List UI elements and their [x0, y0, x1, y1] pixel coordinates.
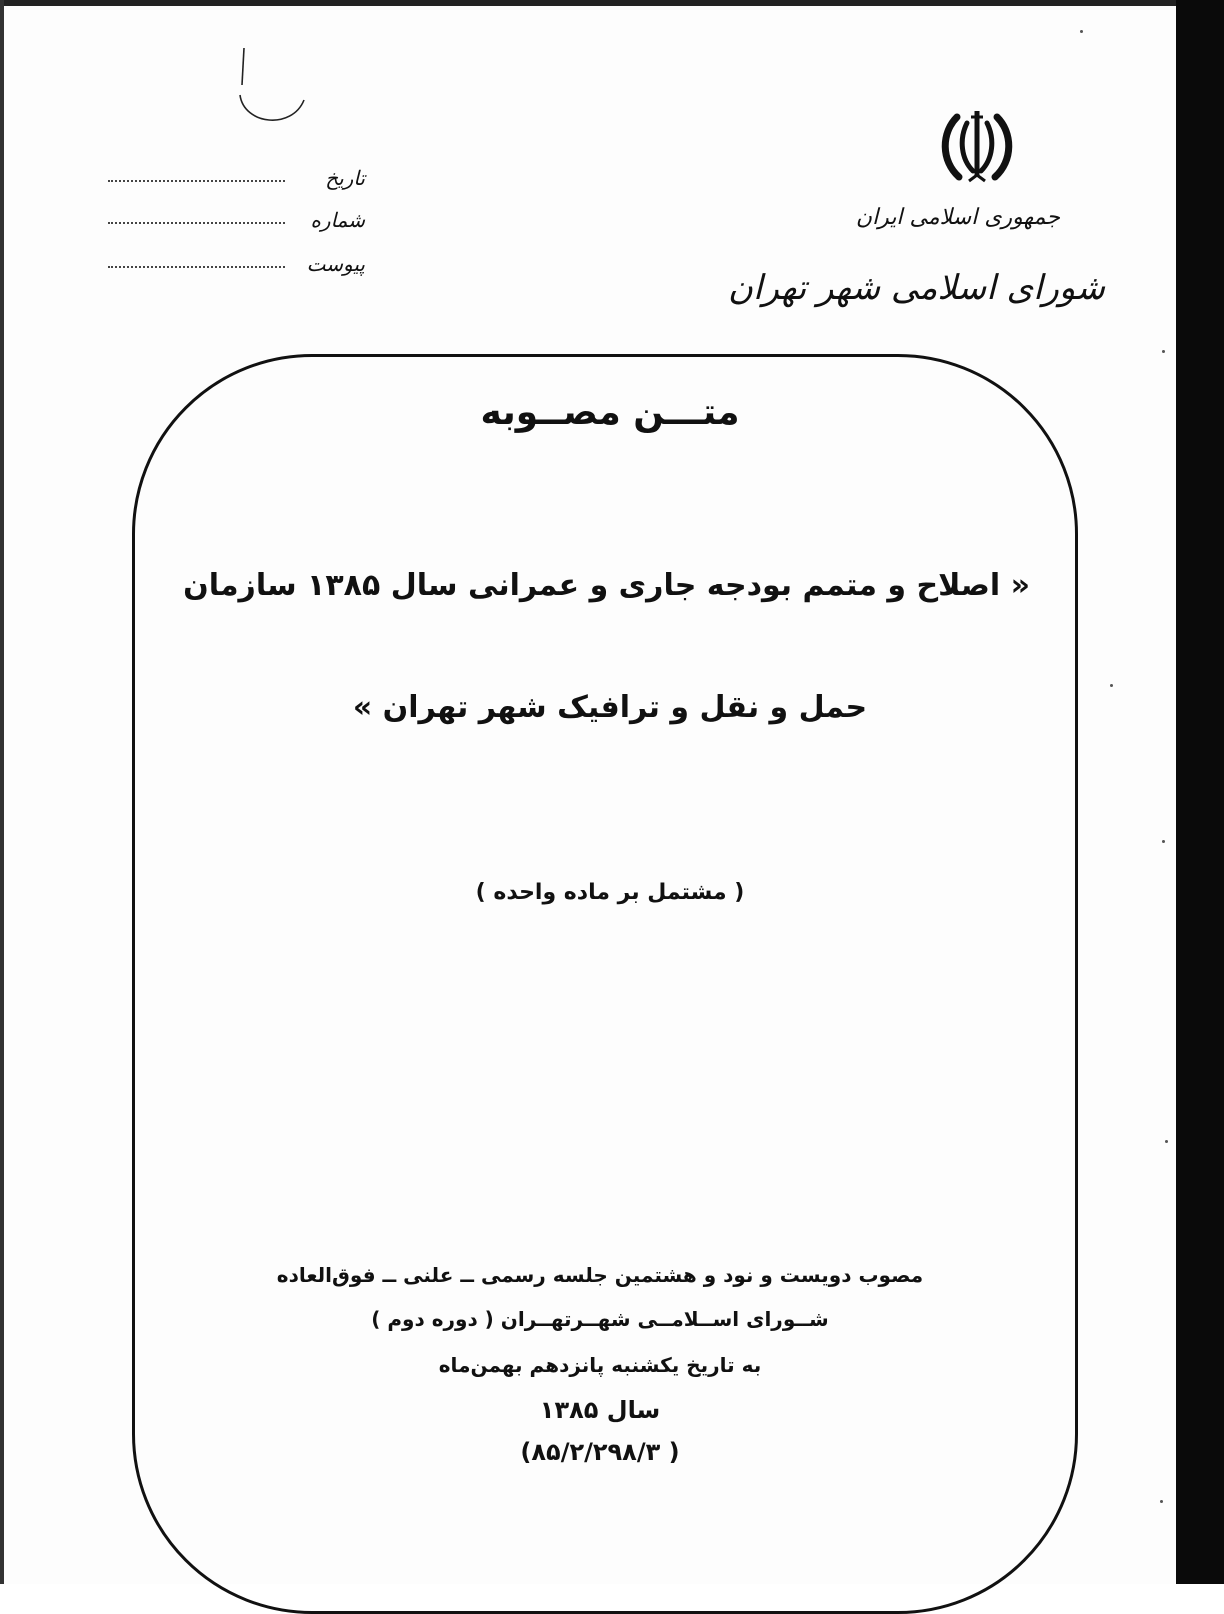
attachment-label: پیوست	[306, 252, 365, 276]
scan-edge-top	[0, 0, 1176, 6]
number-label: شماره	[310, 208, 365, 232]
content-frame	[132, 354, 1078, 1614]
document-title: متـــن مصــوبه	[480, 392, 740, 433]
iran-emblem-icon	[935, 105, 1019, 189]
number-field	[100, 202, 365, 232]
document-note: ( مشتمل بر ماده واحده )	[475, 880, 745, 905]
scan-speck	[1165, 1140, 1168, 1143]
approval-line-2: شــورای اســلامــی شهــرتهــران ( دوره دوم )	[371, 1307, 829, 1331]
council-name: شورای اسلامی شهر تهران	[728, 268, 1105, 308]
scan-speck	[1160, 1500, 1163, 1503]
attachment-dotted-line	[108, 265, 285, 268]
pen-mark	[232, 40, 312, 130]
scan-edge-right	[1176, 0, 1224, 1584]
date-dotted-line	[108, 179, 285, 182]
approval-line-3: به تاریخ یکشنبه پانزدهم بهمن‌ماه	[438, 1353, 762, 1377]
country-name: جمهوری اسلامی ایران	[855, 205, 1060, 230]
scan-speck	[1162, 350, 1165, 353]
scan-speck	[1080, 30, 1083, 33]
date-field	[100, 160, 365, 190]
scan-edge-left	[0, 0, 4, 1584]
attachment-field	[100, 246, 365, 276]
scan-speck	[1162, 840, 1165, 843]
number-dotted-line	[108, 221, 285, 224]
subject-line-1: « اصلاح و متمم بودجه جاری و عمرانی سال ۱۳۸۵ سازمان	[183, 568, 1030, 603]
approval-reference: ( ۸۵/۲/۲۹۸/۳)	[520, 1438, 680, 1466]
approval-year: سال ۱۳۸۵	[539, 1396, 661, 1424]
scan-speck	[1110, 684, 1113, 687]
date-label: تاریخ	[325, 166, 365, 190]
subject-line-2: حمل و نقل و ترافیک شهر تهران »	[352, 690, 868, 725]
approval-line-1: مصوب دویست و نود و هشتمین جلسه رسمی ــ علنی ــ فوق‌العاده	[276, 1263, 924, 1287]
